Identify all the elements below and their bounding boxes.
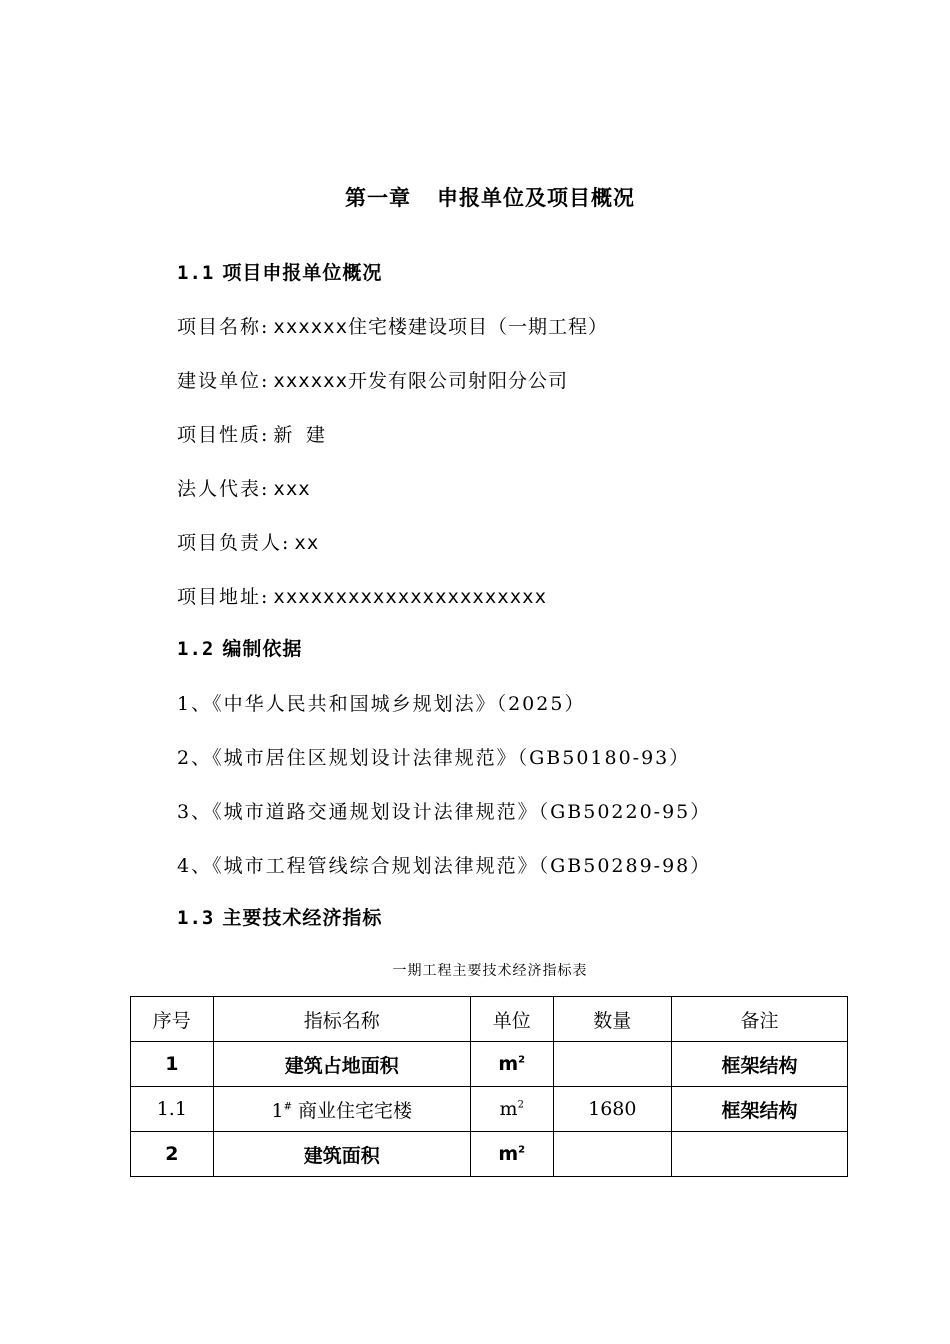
cell-qty: 1680 — [553, 1087, 672, 1132]
header-note: 备注 — [672, 997, 848, 1042]
cell-note: 框架结构 — [672, 1042, 848, 1087]
header-no: 序号 — [131, 997, 214, 1042]
basis-item: 3、《城市道路交通规划设计法律规范》（GB50220-95） — [177, 801, 712, 823]
metrics-table — [130, 996, 848, 1177]
cell-no: 1 — [131, 1042, 214, 1087]
section-heading-1-1: 1.1 项目申报单位概况 — [177, 262, 383, 284]
basis-item: 1、《中华人民共和国城乡规划法》（2025） — [177, 693, 586, 715]
table-row — [131, 1132, 848, 1177]
cell-unit: $m^2$ — [470, 1087, 553, 1132]
cell-qty — [553, 1042, 672, 1087]
chapter-title — [0, 182, 950, 212]
field-project-name: 项目名称: xxxxxx住宅楼建设项目（一期工程） — [177, 316, 609, 338]
cell-no: 2 — [131, 1132, 214, 1177]
table-row — [131, 1042, 848, 1087]
cell-name: 建筑面积 — [213, 1132, 470, 1177]
table-header-row — [131, 997, 848, 1042]
header-name: 指标名称 — [213, 997, 470, 1042]
field-builder: 建设单位: xxxxxx开发有限公司射阳分公司 — [177, 370, 569, 392]
field-legal-rep: 法人代表: xxx — [177, 478, 311, 500]
section-heading-1-2: 1.2 编制依据 — [177, 638, 303, 660]
cell-no: 1.1 — [131, 1087, 214, 1132]
section-heading-1-3: 1.3 主要技术经济指标 — [177, 907, 383, 929]
field-nature: 项目性质: 新 建 — [177, 424, 326, 446]
cell-note: 框架结构 — [672, 1087, 848, 1132]
chapter-number: 第一章 — [345, 186, 411, 210]
basis-item: 4、《城市工程管线综合规划法律规范》（GB50289-98） — [177, 855, 712, 877]
field-project-lead: 项目负责人: xx — [177, 532, 320, 554]
header-unit: 单位 — [470, 997, 553, 1042]
cell-qty — [553, 1132, 672, 1177]
chapter-name: 申报单位及项目概况 — [437, 186, 635, 210]
cell-name: 建筑占地面积 — [213, 1042, 470, 1087]
header-qty: 数量 — [553, 997, 672, 1042]
cell-note — [672, 1132, 848, 1177]
table-caption: 一期工程主要技术经济指标表 — [392, 963, 588, 979]
basis-item: 2、《城市居住区规划设计法律规范》（GB50180-93） — [177, 747, 691, 769]
cell-unit: $m^2$ — [470, 1132, 553, 1177]
cell-name: 1# 商业住宅宅楼 — [213, 1087, 470, 1132]
cell-unit: $m^2$ — [470, 1042, 553, 1087]
table-row — [131, 1087, 848, 1132]
field-address: 项目地址: xxxxxxxxxxxxxxxxxxxxxx — [177, 586, 548, 608]
